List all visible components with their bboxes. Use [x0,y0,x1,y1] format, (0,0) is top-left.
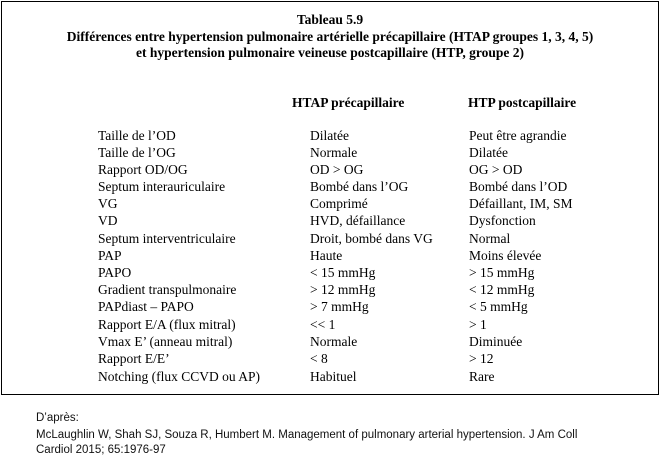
table-row [2,195,658,212]
source-intro: D’après: [36,412,79,424]
row-label: VG [98,196,118,211]
table-row [2,144,658,161]
table-number: Tableau 5.9 [296,12,364,27]
row-label: Rapport E/E’ [98,351,170,366]
table-row [2,368,658,385]
table-row [2,230,658,247]
table-row [2,316,658,333]
table-title-line-2: et hypertension pulmonaire veineuse postcapillaire (HTP, groupe 2) [135,45,524,60]
htap-value: Normale [310,145,358,160]
htp-value: Bombé dans l’OD [469,179,568,194]
htap-value: Dilatée [310,128,349,143]
htp-value: < 5 mmHg [469,299,528,314]
source-citation-line-2: Cardiol 2015; 65:1976-97 [36,444,166,456]
htap-value: Haute [310,248,343,263]
table-row [2,161,658,178]
row-label: PAP [98,248,122,263]
htp-value: Rare [469,369,495,384]
table-row [2,298,658,315]
table-row [2,281,658,298]
htap-value: OD > OG [310,162,364,177]
row-label: Rapport OD/OG [98,162,188,177]
table-row [2,264,658,281]
htp-value: > 1 [469,317,487,332]
row-label: PAPdiast – PAPO [98,299,194,314]
row-label: Vmax E’ (anneau mitral) [98,334,233,349]
row-label: Gradient transpulmonaire [98,282,237,297]
row-label: Taille de l’OG [98,145,176,160]
htap-value: Droit, bombé dans VG [310,231,433,246]
htp-value: Dysfonction [469,213,536,228]
row-label: PAPO [98,265,132,280]
htp-value: < 12 mmHg [469,282,535,297]
htp-value: Défaillant, IM, SM [469,196,573,211]
table-title-line-1: Différences entre hypertension pulmonaire artérielle précapillaire (HTAP groupes 1, 3, 4, 5) [66,29,594,44]
htp-value: Peut être agrandie [469,128,567,143]
row-label: Septum interauriculaire [98,179,226,194]
htap-value: < 8 [310,351,328,366]
htp-value: > 12 [469,351,494,366]
row-label: Rapport E/A (flux mitral) [98,317,236,332]
column-header-htp: HTP postcapillaire [468,95,577,110]
table-row [2,247,658,264]
row-label: Septum interventriculaire [98,231,236,246]
htap-value: << 1 [310,317,336,332]
htp-value: Dilatée [469,145,508,160]
htap-value: < 15 mmHg [310,265,376,280]
htap-value: Comprimé [310,196,368,211]
row-label: VD [98,213,118,228]
column-header-htap: HTAP précapillaire [292,95,405,110]
htp-value: Diminuée [469,334,523,349]
table-row [2,127,658,144]
comparison-table [1,1,659,395]
table-row [2,333,658,350]
htp-value: OG > OD [469,162,523,177]
row-label: Taille de l’OD [98,128,176,143]
htp-value: Normal [469,231,511,246]
htap-value: > 12 mmHg [310,282,376,297]
htap-value: HVD, défaillance [310,213,406,228]
htap-value: Habituel [310,369,357,384]
table-row [2,350,658,367]
htp-value: > 15 mmHg [469,265,535,280]
table-row [2,178,658,195]
htap-value: > 7 mmHg [310,299,369,314]
htap-value: Normale [310,334,358,349]
table-row [2,212,658,229]
row-label: Notching (flux CCVD ou AP) [98,369,260,384]
htap-value: Bombé dans l’OG [310,179,409,194]
source-citation-line-1: McLaughlin W, Shah SJ, Souza R, Humbert M. Management of pulmonary arterial hypertension. J Am Coll [36,429,578,441]
htp-value: Moins élevée [469,248,542,263]
